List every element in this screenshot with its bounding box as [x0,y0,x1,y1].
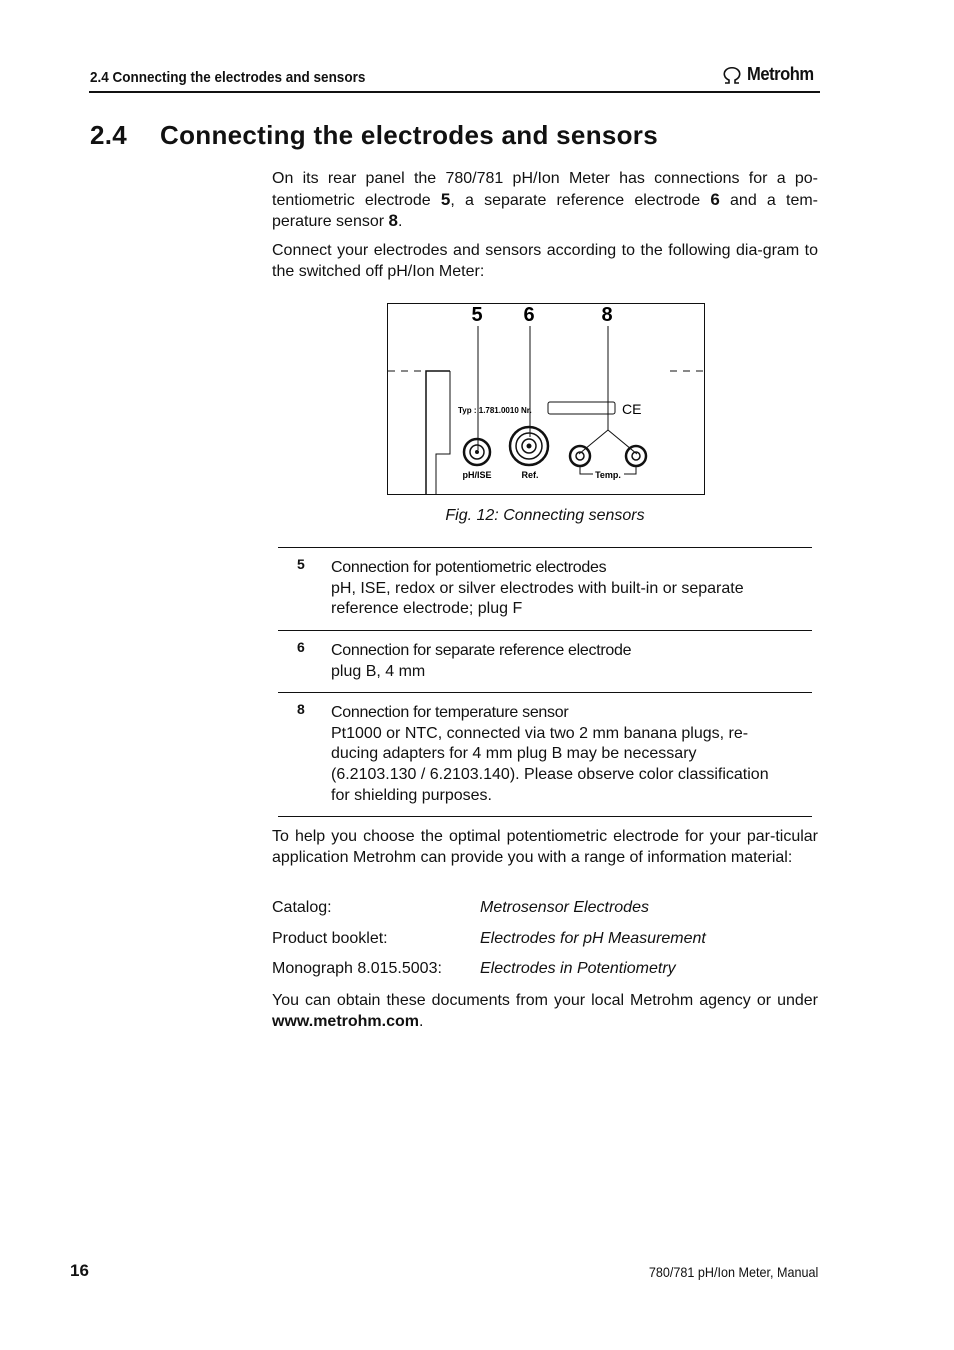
legend-rule [278,547,812,548]
legend-line: (6.2103.130 / 6.2103.140). Please observe color classification [331,766,769,784]
booklet-value: Electrodes for pH Measurement [480,930,706,947]
ce-mark: CE [622,401,642,417]
section-heading [90,120,658,151]
callout-6: 6 [523,304,535,326]
rear-panel-figure [387,303,705,495]
legend-rule [278,630,812,631]
legend-item-8 [331,703,812,807]
legend-line: Pt1000 or NTC, connected via two 2 mm banana plugs, re- [331,724,749,742]
legend-line: for shielding purposes. [331,786,492,804]
legend-line: pH, ISE, redox or silver electrodes with built-in or separate [331,579,744,597]
reference-socket [510,427,548,465]
type-plate-label: Typ : 1.781.0010 Nr. [458,406,532,415]
catalog-value: Metrosensor Electrodes [480,899,649,916]
closing-paragraph: You can obtain these documents from your local Metrohm agency or under www.metrohm.com. [272,992,818,1030]
legend-rule [278,692,812,693]
website-link[interactable]: www.metrohm.com [272,1012,419,1030]
legend-number: 6 [297,639,305,655]
ph-ise-socket [464,439,490,465]
legend-number: 8 [297,701,305,717]
legend-number: 5 [297,556,305,572]
socket-label-ref: Ref. [521,470,539,480]
monograph-label: Monograph 8.015.5003: [272,960,442,977]
legend-item-6 [331,641,812,682]
catalog-label: Catalog: [272,899,332,916]
figure-caption: Fig. 12: Connecting sensors [445,507,645,524]
ref-6: 6 [710,189,720,209]
legend-line: plug B, 4 mm [331,662,426,680]
callout-5: 5 [471,304,483,326]
switched-off-emphasis: switched off [298,262,383,280]
info-paragraph: To help you choose the optimal potentiometric electrode for your par-ticular application Metrohm can provide you with a range of information material: [272,828,818,866]
footer-document-title: 780/781 pH/Ion Meter, Manual [648,1264,818,1280]
legend-rule [278,816,812,817]
legend-line: reference electrode; plug F [331,600,523,618]
intro-paragraph-2: Connect your electrodes and sensors according to the following dia-gram to the switched off pH/Ion Meter: [272,242,818,280]
serial-number-field [548,402,615,414]
running-header-title: 2.4 Connecting the electrodes and sensors [90,69,366,86]
legend-title: Connection for potentiometric electrodes [331,559,607,576]
temp-socket-left [570,446,590,466]
ref-8: 8 [388,211,398,231]
legend-item-5 [331,558,812,620]
page-number: 16 [70,1261,89,1280]
legend-title: Connection for separate reference electrode [331,642,632,659]
brand-name: Metrohm [747,64,814,84]
metrohm-omega-icon [720,65,744,85]
legend-line: ducing adapters for 4 mm plug B may be necessary [331,745,697,763]
legend-title: Connection for temperature sensor [331,704,569,721]
temp-socket-right [626,446,646,466]
header-rule [89,91,820,93]
callout-8: 8 [601,304,613,326]
ref-5: 5 [440,189,451,209]
monograph-value: Electrodes in Potentiometry [480,960,676,977]
brand-logo [720,64,820,85]
section-title: Connecting the electrodes and sensors [160,120,658,150]
section-number: 2.4 [90,120,128,150]
intro-paragraph-1: On its rear panel the 780/781 pH/Ion Meter has connections for a po-tentiometric electrode 5, a separate reference electrode 6 and a tem-perature sensor 8. [272,170,818,231]
booklet-label: Product booklet: [272,930,388,947]
socket-label-ph-ise: pH/ISE [462,470,492,480]
socket-label-temp: Temp. [595,470,621,480]
